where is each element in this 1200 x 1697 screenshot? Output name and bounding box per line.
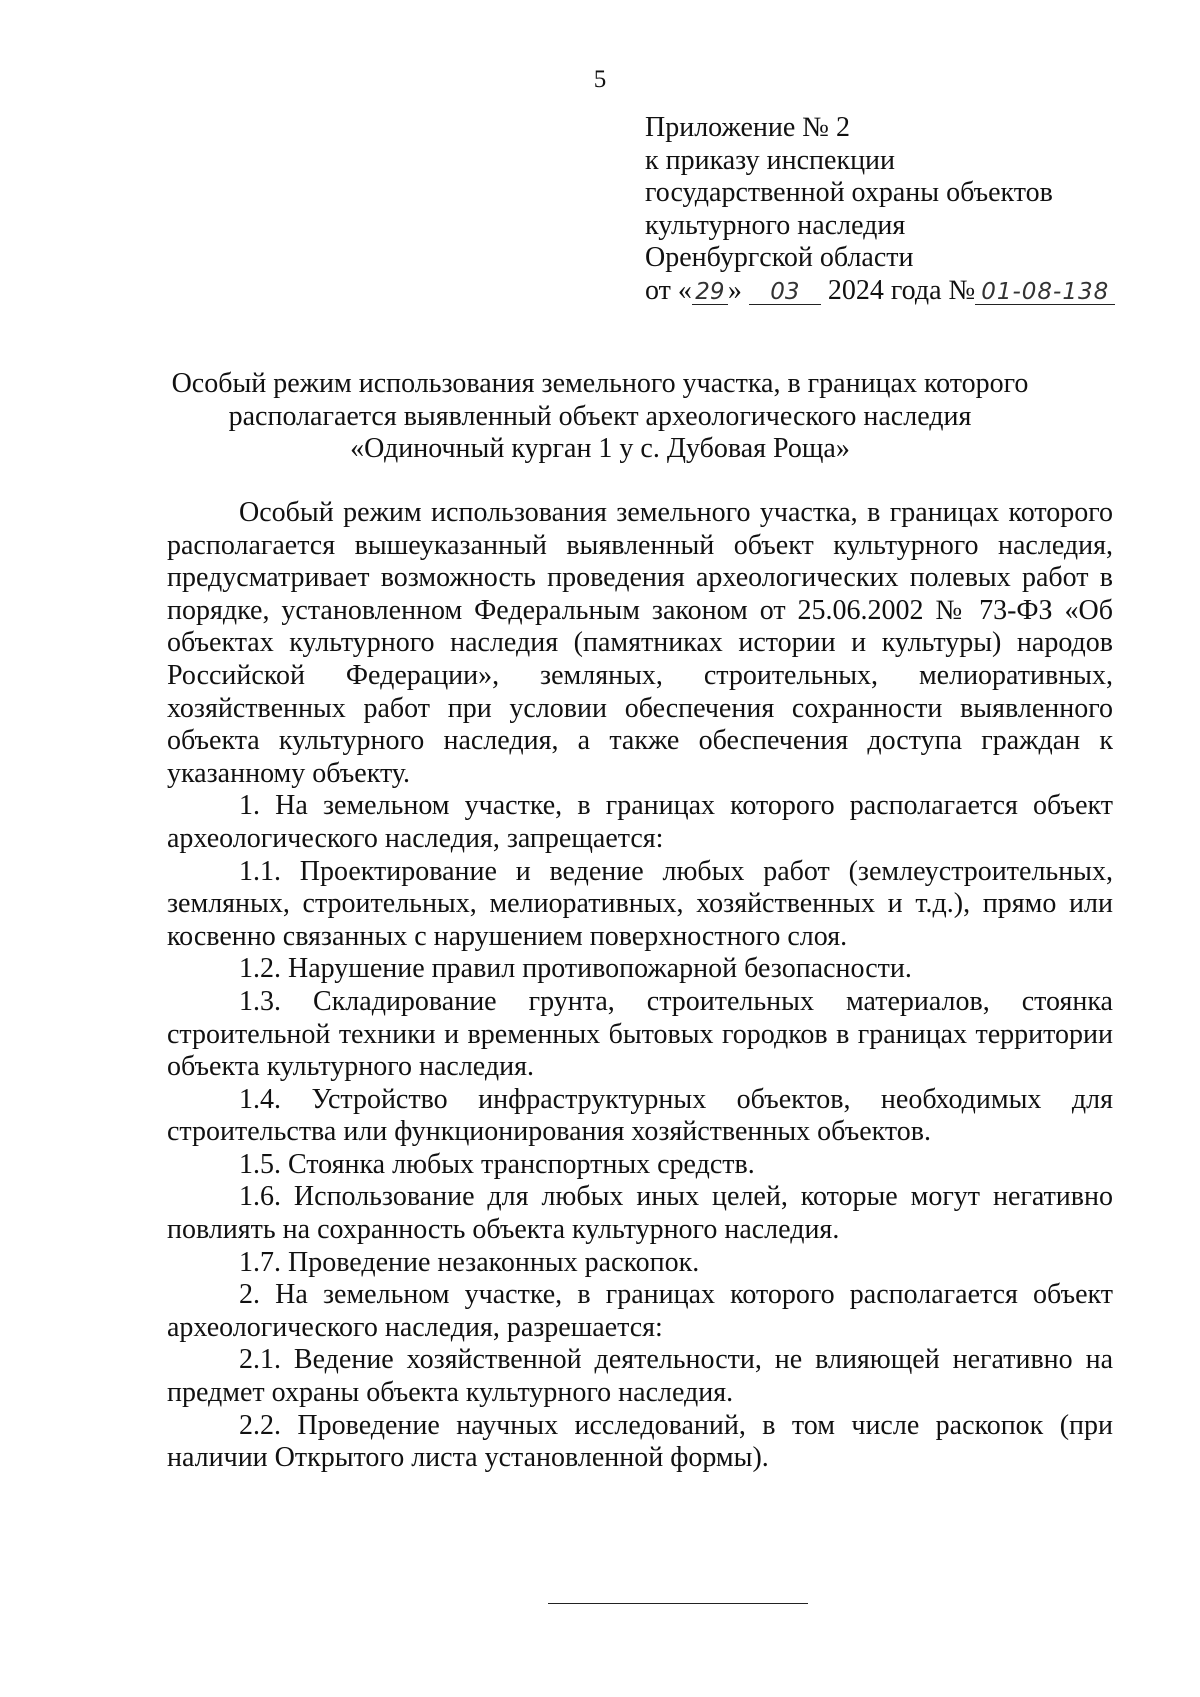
intro-paragraph: Особый режим использования земельного участка, в границах которого располагается вышеуказанный выявленный объект культурного наследия, предусматривает возможность проведения археологических полевых работ в порядке, установленном Федеральным законом от 25.06.2002 № 73-ФЗ «Об объектах культурного наследия (памятниках истории и культуры) народов Российской Федерации», земляных, строительных, мелиоративных, хозяйственных работ при условии обеспечения сохранности выявленного объекта культурного наследия, а также обеспечения доступа граждан к указанному объекту. xyxy=(167,497,1113,789)
handwritten-day: 29 xyxy=(692,280,728,305)
clause-2-2: 2.2. Проведение научных исследований, в том числе раскопок (при наличии Открытого листа установленной формы). xyxy=(167,1409,1113,1474)
title-line: Особый режим использования земельного участка, в границах которого xyxy=(171,368,1029,399)
document-body xyxy=(167,497,1113,1475)
clause-1-5: 1.5. Стоянка любых транспортных средств. xyxy=(239,1148,755,1180)
clause-1-4: 1.4. Устройство инфраструктурных объектов, необходимых для строительства или функционирования хозяйственных объектов. xyxy=(167,1083,1113,1148)
title-line: располагается выявленный объект археологического наследия xyxy=(228,400,972,432)
order-date-line xyxy=(645,275,1115,308)
appendix-line: государственной охраны объектов xyxy=(645,177,1053,208)
appendix-header xyxy=(645,112,1115,307)
clause-2-1: 2.1. Ведение хозяйственной деятельности, не влияющей негативно на предмет охраны объекта культурного наследия. xyxy=(167,1344,1113,1409)
appendix-line: к приказу инспекции xyxy=(645,144,896,176)
closing-divider xyxy=(548,1603,808,1604)
appendix-line: Оренбургской области xyxy=(645,242,914,273)
page-number: 5 xyxy=(593,66,607,93)
clause-1-6: 1.6. Использование для любых иных целей, которые могут негативно повлиять на сохранность объекта культурного наследия. xyxy=(167,1181,1113,1246)
appendix-title: Приложение № 2 xyxy=(645,112,850,143)
handwritten-order-number: 01-08-138 xyxy=(975,280,1115,305)
clause-2: 2. На земельном участке, в границах которого располагается объект археологического наследия, разрешается: xyxy=(167,1279,1113,1343)
clause-1-2: 1.2. Нарушение правил противопожарной безопасности. xyxy=(239,953,912,985)
date-year: 2024 года № xyxy=(820,274,976,306)
handwritten-month: 03 xyxy=(749,280,821,305)
date-mid: » xyxy=(727,274,749,306)
clause-1-1: 1.1. Проектирование и ведение любых работ (землеустроительных, земляных, строительных, мелиоративных, хозяйственных и т.д.), прямо или косвенно связанных с нарушением поверхностного слоя. xyxy=(167,855,1113,952)
clause-1-3: 1.3. Складирование грунта, строительных материалов, стоянка строительной техники и временных бытовых городков в границах территории объекта культурного наследия. xyxy=(167,985,1113,1083)
title-line: «Одиночный курган 1 у с. Дубовая Роща» xyxy=(350,433,850,464)
clause-1-7: 1.7. Проведение незаконных раскопок. xyxy=(239,1246,700,1278)
date-prefix: от « xyxy=(645,274,692,306)
clause-1: 1. На земельном участке, в границах которого располагается объект археологического наследия, запрещается: xyxy=(167,790,1113,854)
appendix-line: культурного наследия xyxy=(645,209,906,241)
document-title xyxy=(0,368,1200,466)
